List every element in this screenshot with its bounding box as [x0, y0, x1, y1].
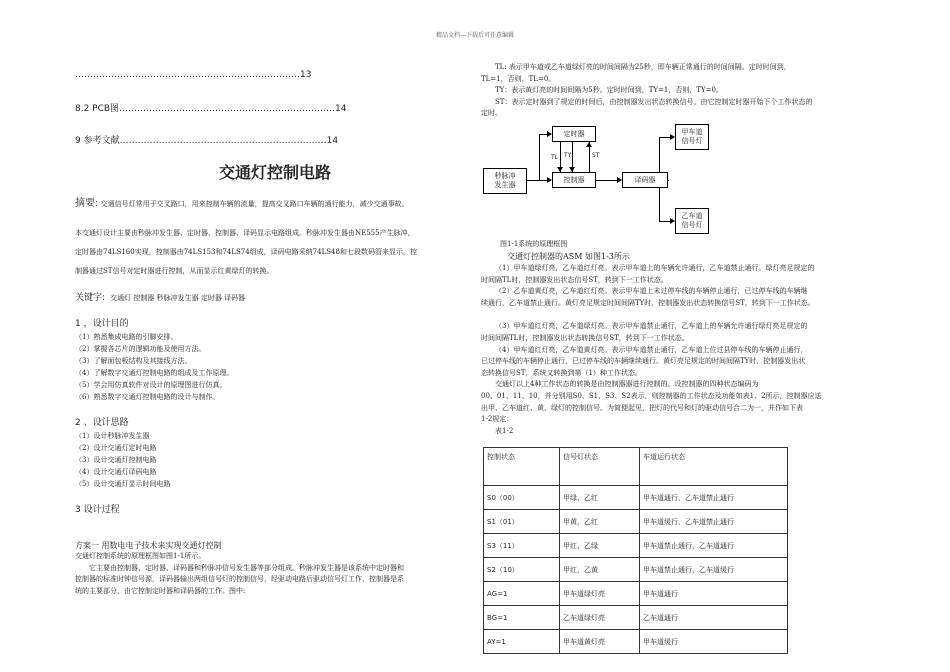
list-item: （3）了解面包板结构及其接线方法。	[75, 357, 192, 365]
table-row	[484, 486, 788, 510]
toc-line-2: 8.2 PCB图………………………………………………………………14	[75, 104, 347, 114]
arrow-icon	[586, 142, 592, 147]
list-item: （2）掌握各芯片的逻辑功能及使用方法。	[75, 345, 206, 353]
plan-1-line-3: 控制器的标准时钟信号源，译码器输出两组信号灯的控制信号，经驱动电路后驱动信号灯工作，控制器是系	[75, 575, 404, 584]
arrow-icon	[547, 131, 552, 137]
state-3-line-2: 时间间隔TL时，控制器发出状态转换信号ST，转到下一工作状态。	[481, 333, 689, 342]
state-4-line-2: 已过停车线的车辆停止通行，已过停车线的车辆继续通行。黄灯亮足规定的时间间隔TY时，控制器发出状	[481, 357, 806, 366]
line	[659, 221, 670, 222]
abstract-text-3: 定时器由74LS160实现，控制器由74LS153和74LS74组成，译码电路采纳74LS48和七段数码管来显示。控	[75, 248, 417, 256]
table-row	[484, 606, 788, 630]
timer-block: 定时器	[552, 126, 596, 142]
table-cell: AY=1	[484, 630, 560, 654]
light-a-block: 甲车道 信号灯	[675, 124, 709, 150]
arrow-icon	[670, 134, 675, 140]
list-item: （2）设计交通灯定时电路	[75, 444, 157, 452]
states-description	[481, 263, 901, 437]
line	[527, 180, 547, 181]
table-cell: 甲车道通行	[640, 582, 788, 606]
line	[659, 137, 660, 172]
encoding-line-3: 出甲、乙车道红、黄、绿灯的控制信号。为简便起见，把灯的代号和灯的驱动信号合二为一，并作如下表	[481, 403, 803, 412]
table-header-cell: 信号灯状态	[560, 448, 640, 486]
signal-definitions	[481, 62, 901, 120]
signal-st-label: ST	[592, 152, 600, 159]
state-1-line-1: （1）甲车道绿灯亮，乙车道红灯亮。表示甲车道上的车辆允许通行，乙车道禁止通行。绿灯亮足规定的	[495, 264, 815, 272]
abstract	[75, 198, 475, 211]
abstract-label: 摘要:	[75, 198, 99, 209]
plan-1-heading: 方案一 用数电电子技术来实现交通灯控制	[75, 541, 222, 550]
plan-1-line-4: 统的主要部分，由它控制定时器和译码器的工作。图中:	[75, 586, 246, 595]
table-cell: 甲黄，乙红	[560, 510, 640, 534]
list-item: （4）了解数字交通灯控制电路的组成及工作原理。	[75, 369, 234, 377]
arrow-icon	[670, 218, 675, 224]
table-caption: 表1-2	[495, 426, 514, 435]
section-2-heading: 2 、设计思路	[75, 418, 129, 428]
table-cell: S2（10）	[484, 558, 560, 582]
table-row	[484, 630, 788, 654]
state-4-line-1: （4）甲车道红灯亮，乙车道黄灯亮。表示甲车道禁止通行，乙车道上位过县停车线的车辆停止通行，	[495, 345, 808, 354]
block-diagram	[481, 118, 711, 238]
section-1-heading: 1 ，设计目的	[75, 319, 129, 329]
table-cell: 甲红、乙绿	[560, 534, 640, 558]
table-cell: S1（01）	[484, 510, 560, 534]
def-ty: TY：表示黄灯亮的时间间隔为5秒。定时时间到，TY=1，否则，TY=0。	[495, 86, 723, 95]
abstract-text-2: 本交通灯设计主要由秒脉冲发生器、定时器、控制器、译码显示电路组成。秒脉冲发生器由NE555产生脉冲，	[75, 229, 415, 237]
state-table	[483, 447, 788, 654]
abstract-text-4: 制器通过ST信号对定时器进行控制，从而显示红黄绿灯的转换。	[75, 267, 274, 275]
arrow-icon	[569, 167, 575, 172]
plan-1-line-2: 它主要由控制器、定时器、译码器和秒脉冲信号发生器等部分组成。秒脉冲发生器是该系统中定时器和	[89, 563, 404, 572]
section-2-list	[75, 430, 170, 490]
list-item: （6）熟悉数字交通灯控制电路的设计与制作。	[75, 393, 220, 401]
list-item: （1）设计秒脉冲发生器	[75, 432, 150, 440]
plan-1-line-1: 交通灯控制系统的原理框图如图1-1所示。	[75, 552, 206, 560]
plan-1-body	[75, 551, 485, 597]
encoding-line-4: 1-2规定：	[481, 415, 514, 424]
table-cell: 甲车道禁止通行，乙车道通行	[640, 534, 788, 558]
encoding-line-2: 00、01、11、10，并分别用S0、S1、S3、S2表示，则控制器的工作状态及功能如表1、2所示，控制器应送	[481, 391, 822, 400]
table-header-row	[484, 448, 788, 486]
state-3-line-1: （3）甲车道红灯亮，乙车道绿灯亮。表示甲车道禁止通行，乙车道上的车辆允许通行绿灯亮足规定的	[495, 322, 808, 331]
list-item: （3）设计交通灯控制电路	[75, 456, 157, 464]
section-3-heading: 3 设计过程	[75, 505, 120, 515]
table-row	[484, 510, 788, 534]
state-2-line-1: （2）乙车道黄灯亮，乙车道红灯亮。表示甲车道上未过停车线的车辆停止通行，已过停车线的车辆继	[495, 287, 808, 296]
toc-line-1: …………………………………………………………………13	[75, 70, 312, 80]
table-row	[484, 558, 788, 582]
table-cell: 甲车道黄灯亮	[560, 630, 640, 654]
decoder-block: 译码器	[622, 172, 668, 188]
arrow-icon	[557, 167, 563, 172]
diagram-caption: 图1-1系统的原理框图	[500, 240, 568, 248]
light-b-block: 乙车道 信号灯	[675, 208, 709, 234]
table-cell: 甲车道缓行	[640, 630, 788, 654]
line	[668, 180, 669, 181]
table-cell: 乙车道绿灯亮	[560, 606, 640, 630]
list-item: （5）设计交通灯显示时间电路	[75, 480, 171, 488]
keywords-items: 交通灯 控制器 秒脉冲发生器 定时器 译码器	[110, 294, 246, 302]
line	[596, 180, 617, 181]
controller-block: 控制器	[552, 172, 596, 188]
document-title: 交通灯控制电路	[218, 163, 331, 182]
table-cell: 甲车道绿灯亮	[560, 582, 640, 606]
table-cell: 甲车道通行，乙车道禁止通行	[640, 486, 788, 510]
table-row	[484, 582, 788, 606]
table-header-cell: 控制状态	[484, 448, 560, 486]
list-item: （1）熟悉集成电路的引脚安排。	[75, 333, 178, 341]
def-st-line-1: ST：表示定时器到了规定的时间后，由控制器发出状态转换信号。由它控制定时器开始下个工作状态的	[495, 97, 813, 106]
table-cell: S0（00）	[484, 486, 560, 510]
header-note: 精品文档---下载后可任意编辑	[435, 32, 515, 39]
table-cell: 甲绿、乙红	[560, 486, 640, 510]
table-cell: 甲车道缓行，乙车道禁止通行	[640, 510, 788, 534]
toc-line-3: 9 参考文献……………………………………………………………14	[75, 136, 339, 146]
list-item: （4）设计交通灯译码电路	[75, 468, 157, 476]
table-cell: S3（11）	[484, 534, 560, 558]
line	[539, 134, 540, 180]
arrow-icon	[617, 177, 622, 183]
state-2-line-2: 续通行，乙车道禁止通行。黄灯亮足规定时间间隔TY时，控制器发出状态转换信号ST，转到下一工作状态。	[481, 298, 815, 307]
table-cell: AG=1	[484, 582, 560, 606]
table-cell: 甲红，乙黄	[560, 558, 640, 582]
table-cell: 乙车道通行	[640, 606, 788, 630]
line	[659, 188, 660, 221]
signal-tl-label: TL	[551, 154, 559, 161]
abstract-text-1: 交通信号灯常用于交叉路口，用来控制车辆的流量，提高交叉路口车辆的通行能力，减少交通事故。	[100, 200, 409, 208]
signal-ty-label: TY	[564, 152, 572, 159]
keywords	[75, 285, 245, 304]
def-st-line-2: 定时。	[481, 109, 502, 118]
table-cell: 甲车道禁止通行，乙车道缓行	[640, 558, 788, 582]
state-4-line-3: 态转换信号ST，系统又转换到第（1）种工作状态。	[481, 368, 642, 377]
section-1-list	[75, 331, 233, 403]
keywords-label: 关键字:	[75, 293, 106, 303]
def-tl-line-1: TL: 表示甲车道或乙车道绿灯亮的时间间隔为25秒，即车辆正常通行的时间间隔。定时时间到，	[495, 63, 791, 71]
encoding-line-1: 交通灯以上4种工作状态的转换是由控制器器进行控制的。设控制器的四种状态编码为	[495, 380, 759, 389]
asm-caption: 交通灯控制器的ASM 如图1-3所示	[507, 252, 630, 261]
pulse-generator-block: 秒脉冲 发生器	[483, 168, 527, 194]
line	[539, 134, 547, 135]
table-row	[484, 534, 788, 558]
state-1-line-2: 时间隔TL时，控制器发出状态信号ST，转到下一工作状态。	[481, 275, 668, 284]
abstract-body	[75, 224, 485, 281]
arrow-icon	[547, 177, 552, 183]
table-header-cell: 车道运行状态	[640, 448, 788, 486]
list-item: （5）学会用仿真软件对设计的原理图进行仿真。	[75, 381, 227, 389]
def-tl-line-2: TL=1，否则，TL=0。	[481, 74, 556, 83]
table-cell: BG=1	[484, 606, 560, 630]
line	[659, 137, 670, 138]
abstract-line-1	[75, 198, 475, 211]
